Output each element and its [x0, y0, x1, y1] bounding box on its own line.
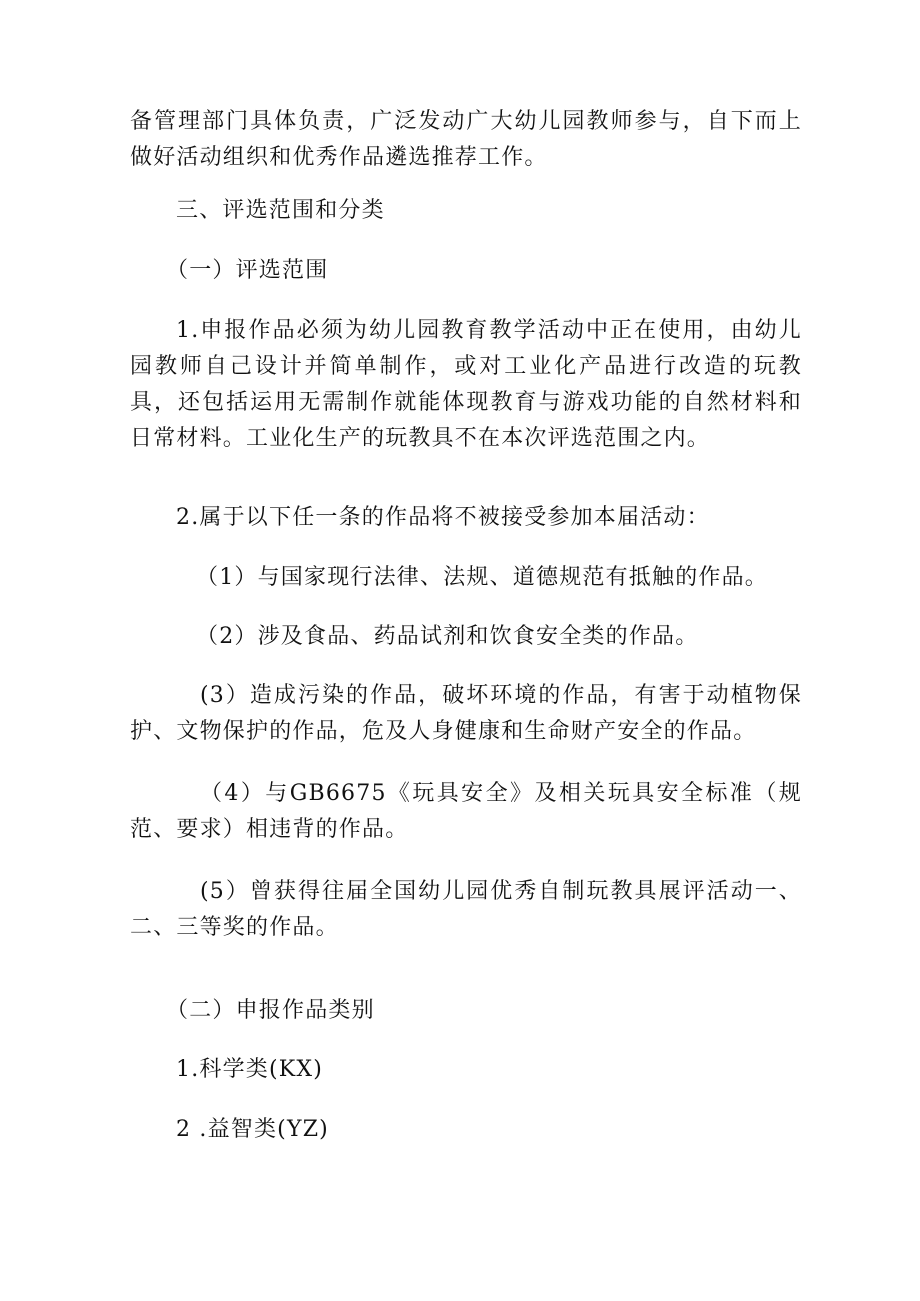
exclusion-item-4: （4）与GB6675《玩具安全》及相关玩具安全标准（规范、要求）相违背的作品。 [130, 781, 802, 842]
category-item-2: 2 .益智类(YZ) [176, 1117, 329, 1142]
sub-one-heading: （一）评选范围 [166, 258, 329, 283]
exclusion-item-1: （1）与国家现行法律、法规、道德规范有抵触的作品。 [196, 565, 768, 590]
exclusion-item-2: （2）涉及食品、药品试剂和饮食安全类的作品。 [196, 624, 699, 649]
item-1-paragraph: 1.申报作品必须为幼儿园教育教学活动中正在使用，由幼儿园教师自己设计并简单制作，或对工业化产品进行改造的玩教具，还包括运用无需制作就能体现教育与游戏功能的自然材料和日常材料。工业化生产的玩教具不在本次评选范围之内。 [130, 318, 802, 451]
sub-two-heading: （二）申报作品类别 [166, 998, 375, 1023]
exclusion-item-5: (5）曾获得往届全国幼儿园优秀自制玩教具展评活动一、二、三等奖的作品。 [130, 879, 802, 940]
section-three-heading: 三、评选范围和分类 [176, 198, 385, 223]
category-item-1: 1.科学类(KX) [176, 1057, 324, 1082]
intro-paragraph: 备管理部门具体负责，广泛发动广大幼儿园教师参与，自下而上做好活动组织和优秀作品遴选推荐工作。 [130, 109, 802, 170]
item-2-paragraph: 2.属于以下任一条的作品将不被接受参加本届活动： [176, 505, 710, 530]
exclusion-item-3: (3）造成污染的作品，破坏环境的作品，有害于动植物保护、文物保护的作品，危及人身健康和生命财产安全的作品。 [130, 683, 802, 744]
